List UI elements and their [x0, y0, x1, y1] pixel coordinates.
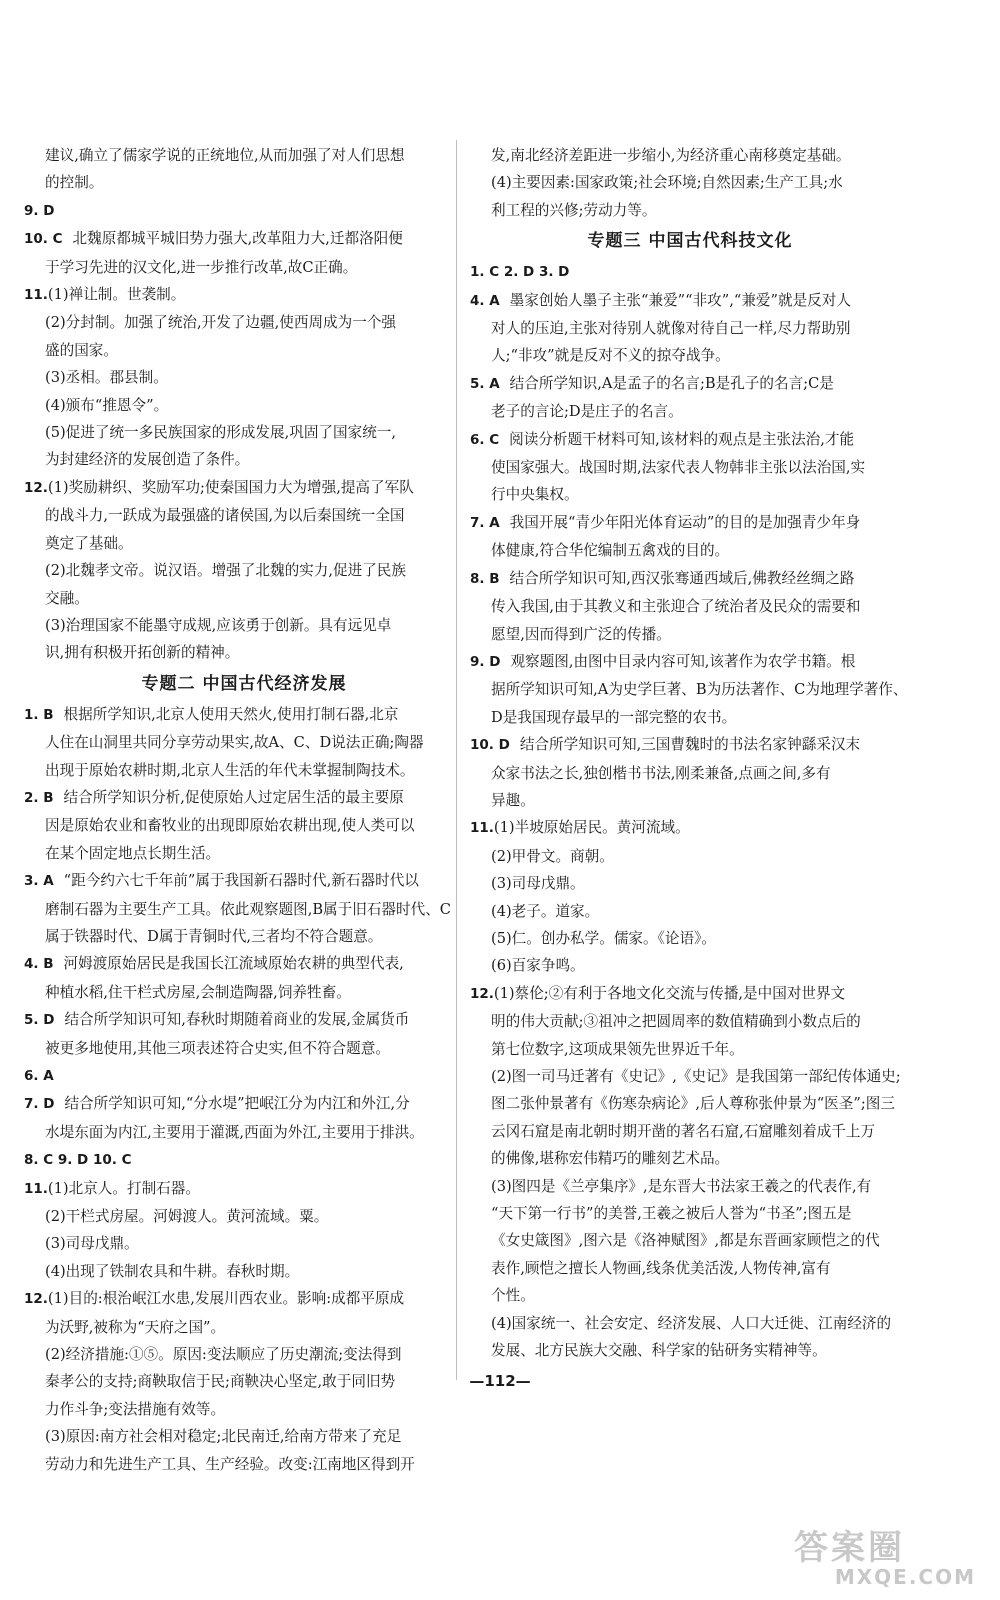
text-line: 结合所学知识可知,西汉张骞通西域后,佛教经丝绸之路	[509, 569, 855, 587]
text-line: (3)司母戊鼎。	[491, 875, 585, 893]
text-line: 表作,顾恺之擅长人物画,线条优美活泼,人物传神,富有	[491, 1259, 831, 1277]
s2-answer-2	[24, 784, 464, 867]
text-line: 发展、北方民族大交融、科学家的钻研务实精神等。	[491, 1342, 827, 1360]
text-line: 为沃野,被称为“天府之国”。	[45, 1318, 226, 1336]
text-line: D是我国现存最早的一部完整的农书。	[491, 708, 737, 726]
text-line: 图二张仲景著有《伤寒杂病论》,后人尊称张仲景为“医圣”;图三	[491, 1095, 895, 1113]
answer-number: 12.	[470, 985, 494, 1002]
answer-number: 7. A	[470, 514, 500, 531]
text-line: 因是原始农业和畜牧业的出现即原始农耕出现,使人类可以	[45, 817, 415, 835]
text-line: 传入我国,由于其教义和主张迎合了统治者及民众的需要和	[491, 598, 861, 616]
text-line: (4)国家统一、社会安定、经济发展、人口大迁徙、江南经济的	[491, 1314, 892, 1332]
answer-number: 6. C	[470, 431, 500, 448]
text-line: “天下第一行书”的美誉,王羲之被后人誉为“书圣”;图五是	[491, 1205, 852, 1223]
text-line: 种植水稻,住干栏式房屋,会制造陶器,饲养牲畜。	[45, 983, 351, 1001]
s3-answer-11	[470, 814, 910, 979]
text-line: 异趣。	[491, 791, 535, 809]
answer-numbers: 1. C 2. D 3. D	[470, 264, 570, 281]
continued-answer	[470, 142, 910, 224]
text-line: 奠定了基础。	[45, 534, 133, 552]
text-line: 个性。	[491, 1287, 535, 1305]
s3-answer-12	[470, 980, 910, 1365]
answer-number: 8. B	[470, 570, 500, 587]
text-line: (4)主要因素:国家政策;社会环境;自然因素;生产工具;水	[491, 174, 843, 192]
answer-number: 7. D	[24, 1096, 55, 1113]
text-line: (1)北京人。打制石器。	[47, 1179, 200, 1197]
text-line: 云冈石窟是南北朝时期开凿的著名石窟,石窟雕刻着成千上万	[491, 1122, 876, 1140]
text-line: (1)半坡原始居民。黄河流域。	[493, 819, 690, 837]
text-line: 观察题图,由图中目录内容可知,该著作为农学书籍。根	[510, 652, 856, 670]
text-line: (4)出现了铁制农具和牛耕。春秋时期。	[45, 1262, 300, 1280]
text-line: (6)百家争鸣。	[491, 957, 585, 975]
text-line: 于学习先进的汉文化,进一步推行改革,故C正确。	[45, 258, 358, 276]
answer-number: 1. B	[24, 706, 54, 723]
answer-number: 9. D	[24, 202, 55, 219]
answer-9	[24, 197, 464, 225]
answer-number: 3. A	[24, 873, 54, 890]
text-line: 老子的言论;D是庄子的名言。	[491, 403, 683, 421]
watermark-text: 答案圈	[794, 1528, 905, 1568]
text-line: (2)图一司马迁著有《史记》,《史记》是我国第一部纪传体通史;	[491, 1068, 901, 1085]
s2-answer-3	[24, 867, 464, 950]
text-line: 众家书法之长,独创楷书书法,刚柔兼备,点画之间,多有	[491, 764, 831, 782]
s2-answer-6	[24, 1062, 464, 1090]
text-line: 根据所学知识,北京人使用天然火,使用打制石器,北京	[63, 705, 399, 723]
answer-number: 11.	[24, 1180, 48, 1197]
answer-number: 6. A	[24, 1068, 54, 1084]
text-line: 建议,确立了儒家学说的正统地位,从而加强了对人们思想	[45, 147, 405, 164]
text-line: 结合所学知识可知,三国曹魏时的书法名家钟繇采汉末	[519, 736, 861, 754]
text-line: 利工程的兴修;劳动力等。	[491, 201, 657, 219]
text-line: 愿望,因而得到广泛的传播。	[491, 625, 671, 643]
s2-answers-8-10	[24, 1146, 464, 1174]
s3-answer-7	[470, 509, 910, 565]
text-line: 识,拥有积极开拓创新的精神。	[45, 644, 240, 662]
answer-numbers: 8. C 9. D 10. C	[24, 1152, 132, 1169]
answer-number: 10. C	[24, 231, 63, 248]
page-number: —112—	[469, 1372, 531, 1390]
s3-answer-5	[470, 370, 910, 426]
text-line: 结合所学知识,A是孟子的名言;B是孔子的名言;C是	[509, 374, 834, 392]
text-line: 《女史箴图》,图六是《洛神赋图》,都是东晋画家顾恺之的代	[491, 1232, 880, 1250]
s2-answer-4	[24, 950, 464, 1006]
answer-number: 5. D	[24, 1012, 55, 1029]
text-line: 我国开展“青少年阳光体育运动”的目的是加强青少年身	[509, 513, 861, 531]
text-line: 被更多地使用,其他三项表述符合史实,但不符合题意。	[45, 1039, 390, 1057]
answer-number: 5. A	[470, 375, 500, 392]
text-line: 结合所学知识可知,“分水堤”把岷江分为内江和外江,分	[64, 1095, 410, 1113]
text-line: 秦孝公的支持;商鞅取信于民;商鞅决心坚定,敢于同旧势	[45, 1373, 396, 1391]
text-line: 发,南北经济差距进一步缩小,为经济重心南移奠定基础。	[491, 147, 851, 164]
text-line: 第七位数字,这项成果领先世界近千年。	[491, 1040, 744, 1058]
text-line: 对人的压迫,主张对待别人就像对待自己一样,尽力帮助别	[491, 320, 851, 338]
text-line: (4)老子。道家。	[491, 902, 600, 920]
watermark-domain: MXQE.COM	[834, 1565, 976, 1589]
text-line: 盛的国家。	[45, 341, 118, 359]
text-line: (2)分封制。加强了统治,开发了边疆,使西周成为一个强	[45, 314, 397, 332]
s3-answer-8	[470, 565, 910, 648]
answer-number: 2. B	[24, 789, 54, 806]
text-line: 力作斗争;变法措施有效等。	[45, 1400, 226, 1418]
text-line: 磨制石器为主要生产工具。依此观察题图,B属于旧石器时代、C	[45, 900, 451, 918]
text-line: 体健康,符合华佗编制五禽戏的目的。	[491, 542, 730, 560]
s3-answer-4	[470, 287, 910, 370]
text-line: 的佛像,堪称宏伟精巧的雕刻艺术品。	[491, 1150, 730, 1168]
s3-answer-10	[470, 731, 910, 814]
text-line: 的战斗力,一跃成为最强盛的诸侯国,为以后秦国统一全国	[45, 507, 405, 525]
answer-number: 12.	[24, 479, 48, 496]
text-line: 河姆渡原始居民是我国长江流域原始农耕的典型代表,	[63, 955, 404, 973]
answer-number: 10. D	[470, 737, 510, 754]
answer-number: 11.	[470, 820, 494, 837]
text-line: (3)原因:南方社会相对稳定;北民南迁,给南方带来了充足	[45, 1428, 402, 1446]
text-line: 行中央集权。	[491, 486, 579, 504]
text-line: (2)经济措施:①⑤。原因:变法顺应了历史潮流;变法得到	[45, 1346, 402, 1364]
text-line: (1)目的:根治岷江水患,发展川西农业。影响:成都平原成	[47, 1290, 405, 1308]
text-line: (3)司母戊鼎。	[45, 1235, 139, 1253]
text-line: (3)丞相。郡县制。	[45, 369, 168, 387]
text-line: 水堤东面为内江,主要用于灌溉,西面为外江,主要用于排洪。	[45, 1123, 424, 1141]
text-line: (2)北魏孝文帝。说汉语。增强了北魏的实力,促进了民族	[45, 562, 406, 580]
text-line: 出现于原始农耕时期,北京人生活的年代未掌握制陶技术。	[45, 761, 415, 779]
s3-answer-6	[470, 426, 910, 509]
text-line: 据所学知识可知,A为史学巨著、B为历法著作、C为地理学著作、	[491, 681, 908, 699]
s2-answer-5	[24, 1006, 464, 1062]
s2-answer-1	[24, 701, 464, 784]
answer-number: 9. D	[470, 653, 501, 670]
section-title-2: 专题二 中国古代经济发展	[141, 673, 347, 694]
answer-number: 4. B	[24, 956, 54, 973]
answer-number: 11.	[24, 287, 48, 304]
answer-11	[24, 281, 464, 474]
text-line: 人住在山洞里共同分享劳动果实,故A、C、D说法正确;陶器	[45, 734, 424, 752]
continued-answer	[24, 142, 464, 197]
s2-answer-7	[24, 1090, 464, 1146]
answer-number: 12.	[24, 1291, 48, 1308]
text-line: 人;“非攻”就是反对不义的掠夺战争。	[491, 347, 730, 365]
text-line: 的控制。	[45, 174, 104, 192]
s3-answer-9	[470, 648, 910, 731]
text-line: 为封建经济的发展创造了条件。	[45, 451, 250, 469]
text-line: (4)颁布“推恩令”。	[45, 396, 169, 414]
text-line: (1)禅让制。世袭制。	[47, 286, 186, 304]
s3-answers-1-3	[470, 258, 910, 286]
text-line: (2)干栏式房屋。河姆渡人。黄河流域。粟。	[45, 1208, 329, 1226]
text-line: 结合所学知识可知,春秋时期随着商业的发展,金属货币	[64, 1011, 410, 1029]
text-line: 明的伟大贡献;③祖冲之把圆周率的数值精确到小数点后的	[491, 1013, 861, 1031]
right-column	[470, 142, 910, 1364]
text-line: “距今约六七千年前”属于我国新石器时代,新石器时代以	[63, 872, 419, 890]
text-line: (3)治理国家不能墨守成规,应该勇于创新。具有远见卓	[45, 616, 392, 634]
text-line: 属于铁器时代、D属于青铜时代,三者均不符合题意。	[45, 927, 383, 945]
text-line: (1)奖励耕织、奖励军功;使秦国国力大为增强,提高了军队	[47, 478, 414, 496]
text-line: 北魏原都城平城旧势力强大,改革阻力大,迁都洛阳便	[72, 230, 403, 248]
text-line: (5)促进了统一多民族国家的形成发展,巩固了国家统一,	[45, 424, 397, 442]
section-title-3: 专题三 中国古代科技文化	[587, 231, 793, 252]
text-line: 劳动力和先进生产工具、生产经验。改变:江南地区得到开	[45, 1455, 415, 1473]
text-line: 结合所学知识分析,促使原始人过定居生活的最主要原	[63, 788, 404, 806]
text-line: 使国家强大。战国时期,法家代表人物韩非主张以法治国,实	[491, 459, 866, 477]
text-line: 在某个固定地点长期生活。	[45, 844, 221, 862]
text-line: (3)图四是《兰亭集序》,是东晋大书法家王羲之的代表作,有	[491, 1177, 872, 1195]
answer-number: 4. A	[470, 292, 500, 309]
s2-answer-11	[24, 1175, 464, 1286]
answer-12	[24, 474, 464, 667]
text-line: 交融。	[45, 589, 89, 607]
text-line: (2)甲骨文。商朝。	[491, 847, 614, 865]
answer-10	[24, 225, 464, 281]
left-column	[24, 142, 464, 1478]
text-line: (5)仁。创办私学。儒家。《论语》。	[491, 929, 716, 947]
site-watermark-logo	[794, 1530, 984, 1592]
text-line: 墨家创始人墨子主张“兼爱”“非攻”,“兼爱”就是反对人	[509, 291, 851, 309]
text-line: 阅读分析题干材料可知,该材料的观点是主张法治,才能	[509, 430, 855, 448]
text-line: (1)蔡伦;②有利于各地文化交流与传播,是中国对世界文	[493, 984, 846, 1002]
